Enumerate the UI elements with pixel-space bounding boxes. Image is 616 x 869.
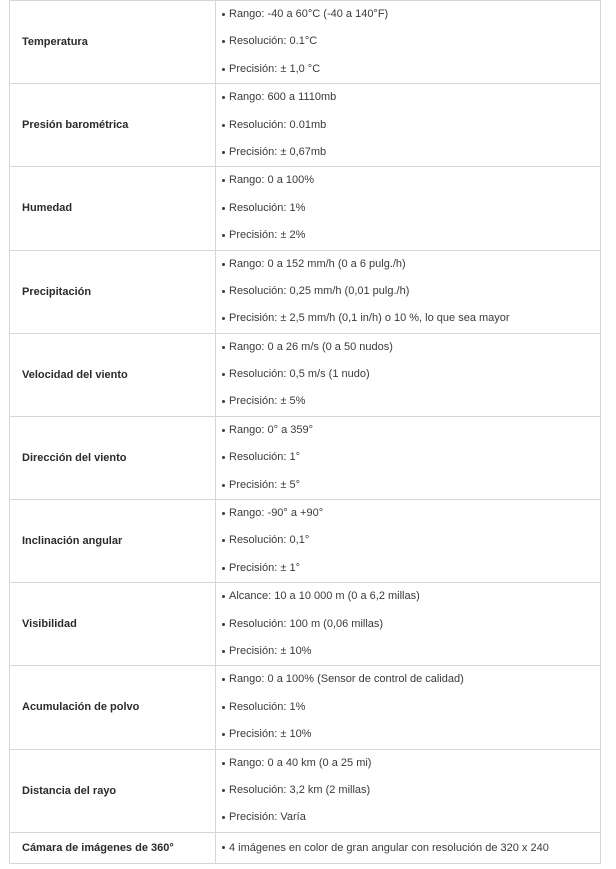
spec-row-temperature — [10, 1, 601, 84]
spec-row-visibility — [10, 583, 601, 666]
spec-value-range: Rango: -90° a +90° — [222, 500, 600, 527]
spec-value-accuracy: Precisión: ± 2% — [222, 222, 600, 249]
spec-row-wind-direction — [10, 416, 601, 499]
spec-value-description: 4 imágenes en color de gran angular con resolución de 320 x 240 — [222, 833, 600, 863]
spec-values — [216, 333, 601, 416]
spec-row-barometric-pressure — [10, 84, 601, 167]
spec-value-accuracy: Precisión: ± 0,67mb — [222, 139, 600, 166]
spec-value-resolution: Resolución: 0.01mb — [222, 112, 600, 139]
spec-value-range: Alcance: 10 a 10 000 m (0 a 6,2 millas) — [222, 583, 600, 610]
spec-value-resolution: Resolución: 0,5 m/s (1 nudo) — [222, 361, 600, 388]
spec-label: Inclinación angular — [10, 500, 216, 583]
spec-value-accuracy: Precisión: ± 2,5 mm/h (0,1 in/h) o 10 %, lo que sea mayor — [222, 305, 600, 332]
spec-value-resolution: Resolución: 0,25 mm/h (0,01 pulg./h) — [222, 278, 600, 305]
spec-value-resolution: Resolución: 1% — [222, 195, 600, 222]
spec-values-list — [222, 417, 600, 499]
spec-label: Presión barométrica — [10, 84, 216, 167]
spec-row-360-camera — [10, 832, 601, 863]
spec-values-list — [222, 84, 600, 166]
spec-values-list — [222, 167, 600, 249]
spec-values-list — [222, 583, 600, 665]
spec-value-range: Rango: 0 a 100% — [222, 167, 600, 194]
spec-label: Precipitación — [10, 250, 216, 333]
spec-value-resolution: Resolución: 3,2 km (2 millas) — [222, 777, 600, 804]
spec-values — [216, 250, 601, 333]
spec-row-precipitation — [10, 250, 601, 333]
spec-value-range: Rango: 0° a 359° — [222, 417, 600, 444]
spec-values-list — [222, 750, 600, 832]
spec-value-accuracy: Precisión: Varía — [222, 804, 600, 831]
spec-value-accuracy: Precisión: ± 1° — [222, 555, 600, 582]
spec-values-list — [222, 251, 600, 333]
spec-values — [216, 84, 601, 167]
spec-label: Velocidad del viento — [10, 333, 216, 416]
spec-value-resolution: Resolución: 0,1° — [222, 527, 600, 554]
spec-values — [216, 832, 601, 863]
spec-values-list — [222, 1, 600, 83]
spec-value-resolution: Resolución: 1° — [222, 444, 600, 471]
spec-row-lightning-distance — [10, 749, 601, 832]
spec-row-humidity — [10, 167, 601, 250]
spec-values — [216, 416, 601, 499]
spec-label: Cámara de imágenes de 360° — [10, 832, 216, 863]
spec-values — [216, 1, 601, 84]
spec-value-accuracy: Precisión: ± 5° — [222, 472, 600, 499]
spec-row-wind-speed — [10, 333, 601, 416]
spec-value-accuracy: Precisión: ± 5% — [222, 388, 600, 415]
spec-value-range: Rango: 600 a 1110mb — [222, 84, 600, 111]
spec-value-range: Rango: 0 a 26 m/s (0 a 50 nudos) — [222, 334, 600, 361]
spec-label: Humedad — [10, 167, 216, 250]
spec-value-range: Rango: -40 a 60°C (-40 a 140°F) — [222, 1, 600, 28]
spec-label: Acumulación de polvo — [10, 666, 216, 749]
spec-value-range: Rango: 0 a 152 mm/h (0 a 6 pulg./h) — [222, 251, 600, 278]
spec-values — [216, 749, 601, 832]
spec-value-resolution: Resolución: 100 m (0,06 millas) — [222, 611, 600, 638]
spec-row-angular-tilt — [10, 500, 601, 583]
spec-value-resolution: Resolución: 1% — [222, 694, 600, 721]
spec-values — [216, 666, 601, 749]
spec-value-accuracy: Precisión: ± 10% — [222, 638, 600, 665]
spec-value-range: Rango: 0 a 100% (Sensor de control de calidad) — [222, 666, 600, 693]
spec-label: Visibilidad — [10, 583, 216, 666]
spec-values — [216, 500, 601, 583]
spec-row-dust-accumulation — [10, 666, 601, 749]
spec-label: Distancia del rayo — [10, 749, 216, 832]
spec-values — [216, 583, 601, 666]
spec-values-list — [222, 500, 600, 582]
spec-value-resolution: Resolución: 0.1°C — [222, 28, 600, 55]
spec-value-range: Rango: 0 a 40 km (0 a 25 mi) — [222, 750, 600, 777]
spec-values — [216, 167, 601, 250]
spec-values-list — [222, 833, 600, 863]
spec-label: Dirección del viento — [10, 416, 216, 499]
spec-value-accuracy: Precisión: ± 10% — [222, 721, 600, 748]
spec-values-list — [222, 334, 600, 416]
specifications-table — [9, 0, 601, 864]
spec-values-list — [222, 666, 600, 748]
spec-label: Temperatura — [10, 1, 216, 84]
spec-value-accuracy: Precisión: ± 1,0 °C — [222, 56, 600, 83]
